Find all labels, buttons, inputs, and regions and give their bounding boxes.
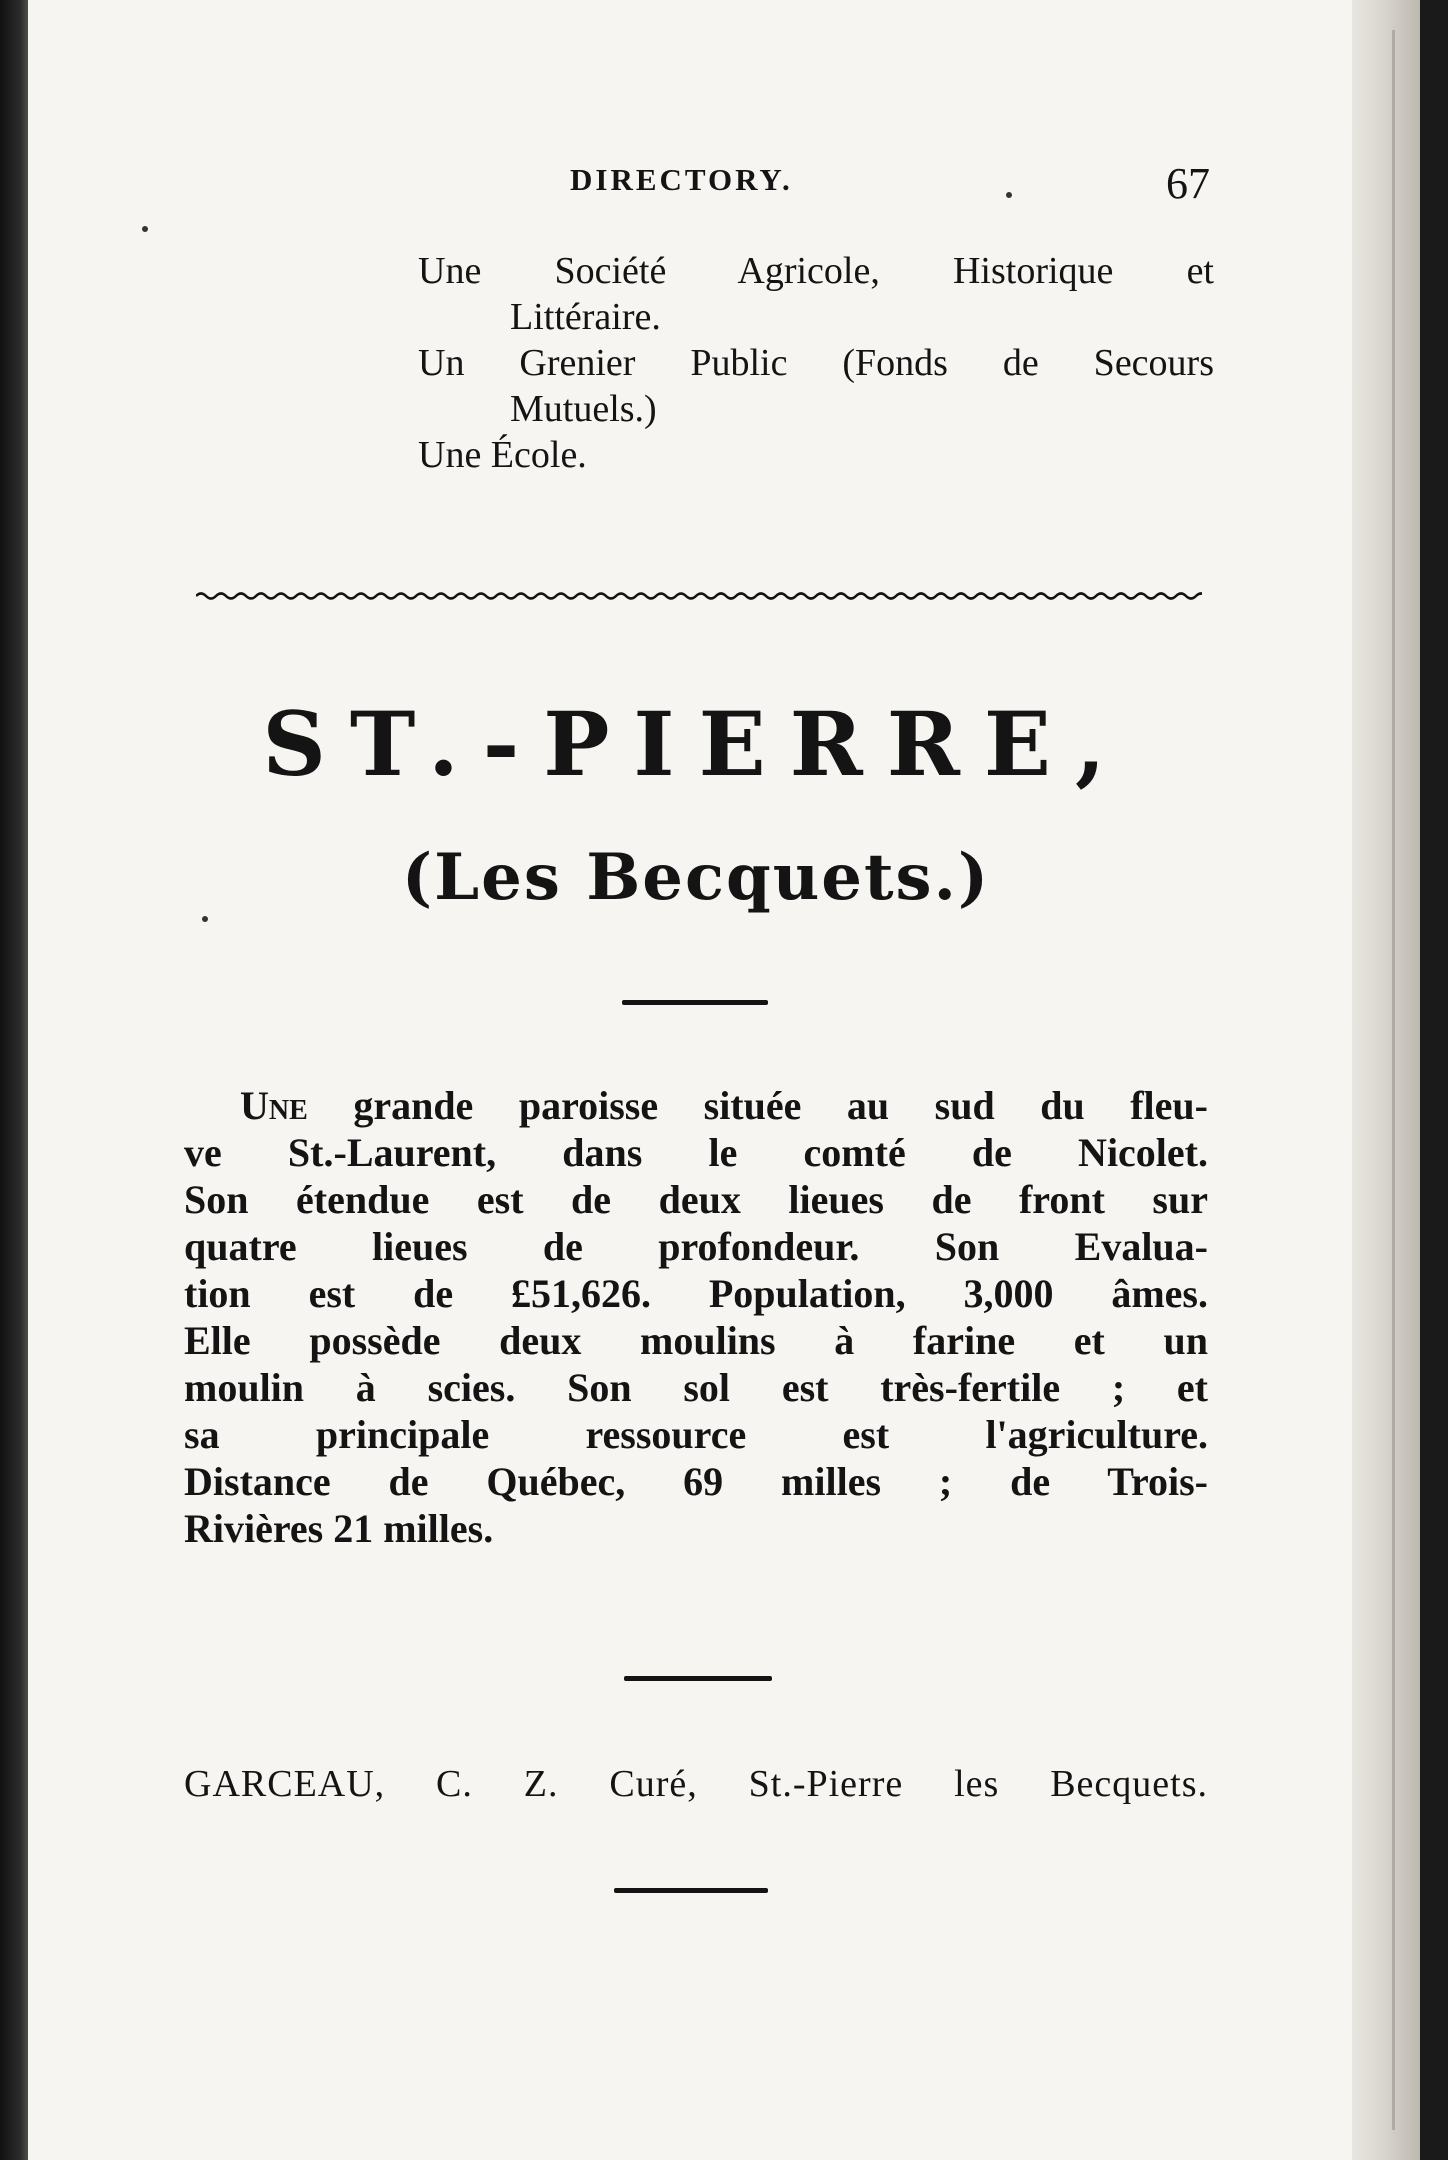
description-line: tion est de £51,626. Population, 3,000 âmes. [184, 1271, 1208, 1316]
section-subtitle: (Les Becquets.) [401, 840, 991, 915]
page-edge-line [1392, 30, 1395, 2130]
page-header [570, 158, 1210, 208]
short-rule [624, 1676, 772, 1681]
description-line: moulin à scies. Son sol est très-fertile ; et [184, 1365, 1208, 1410]
list-item: Une Société Agricole, Historique et [418, 250, 1214, 292]
page-number: 67 [1166, 159, 1210, 208]
institutions-list [418, 248, 1214, 478]
description-line: quatre lieues de profondeur. Son Evalua- [184, 1224, 1208, 1269]
description-line: Elle possède deux moulins à farine et un [184, 1318, 1208, 1363]
description-line: sa principale ressource est l'agriculture. [184, 1412, 1208, 1457]
short-rule [622, 1000, 768, 1005]
lead-word: Une [240, 1083, 308, 1128]
list-item-continuation: Littéraire. [510, 296, 661, 338]
parish-description [184, 1082, 1208, 1552]
description-line: Distance de Québec, 69 milles ; de Trois- [184, 1459, 1208, 1504]
description-line: Rivières 21 milles. [184, 1506, 494, 1551]
short-rule [614, 1888, 768, 1893]
description-line [184, 1082, 1208, 1129]
wavy-divider [196, 584, 1202, 608]
description-line: Son étendue est de deux lieues de front sur [184, 1177, 1208, 1222]
description-line-text: grande paroisse située au sud du fleu- [307, 1083, 1208, 1128]
list-item-continuation: Mutuels.) [510, 388, 657, 430]
speck [142, 226, 148, 232]
running-head: DIRECTORY. [570, 162, 793, 197]
page-edge [1352, 0, 1420, 2160]
list-item: Une École. [418, 434, 587, 476]
description-line: ve St.-Laurent, dans le comté de Nicolet. [184, 1130, 1208, 1175]
speck [202, 916, 208, 922]
list-item: Un Grenier Public (Fonds de Secours [418, 342, 1214, 384]
section-title: ST.-PIERRE, [262, 692, 1130, 796]
directory-entry: GARCEAU, C. Z. Curé, St.-Pierre les Becquets. [184, 1763, 1208, 1805]
